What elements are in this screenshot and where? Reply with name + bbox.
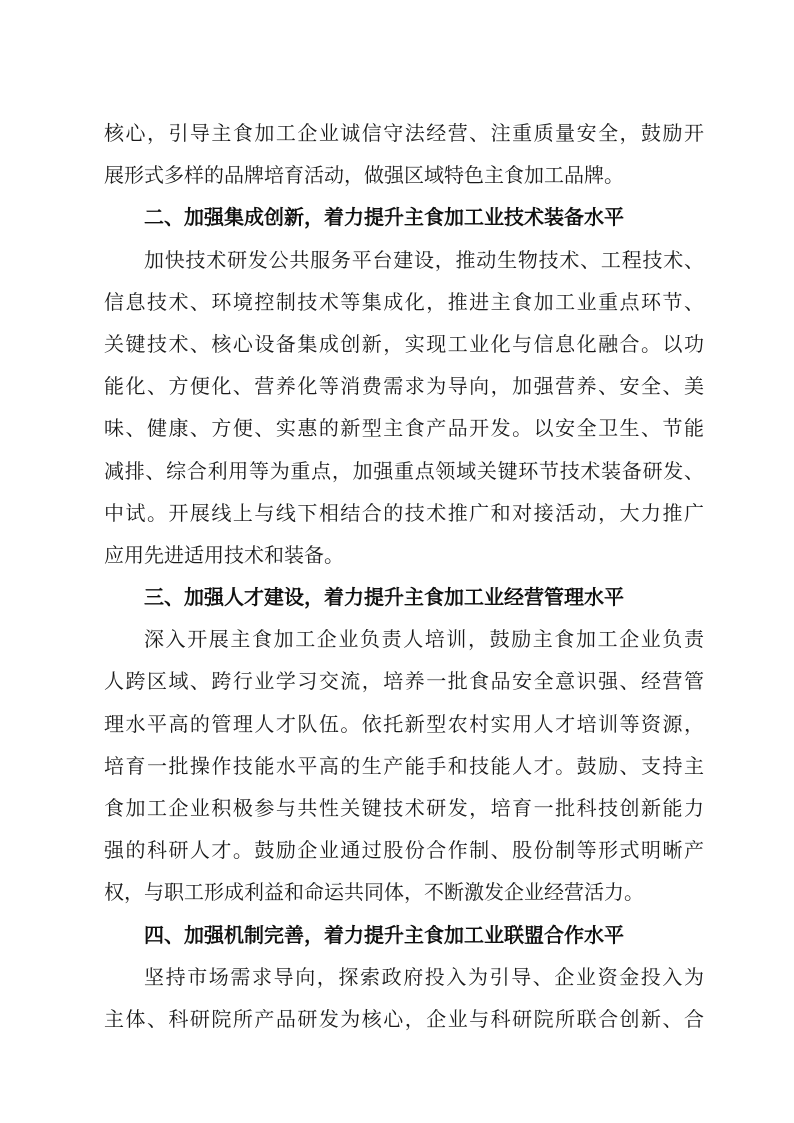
paragraph-line: 理水平高的管理人才队伍。依托新型农村实用人才培训等资源， [104, 711, 704, 736]
paragraph-line: 中试。开展线上与线下相结合的技术推广和对接活动，大力推广 [104, 500, 704, 525]
paragraph-line: 关键技术、核心设备集成创新，实现工业化与信息化融合。以功 [104, 331, 704, 356]
paragraph-line: 展形式多样的品牌培育活动，做强区域特色主食加工品牌。 [104, 163, 624, 188]
section-heading: 三、加强人才建设，着力提升主食加工业经营管理水平 [144, 585, 624, 610]
paragraph-line: 人跨区域、跨行业学习交流，培养一批食品安全意识强、经营管 [104, 669, 704, 694]
paragraph-line: 减排、综合利用等为重点，加强重点领域关键环节技术装备研发、 [104, 458, 704, 483]
paragraph-line: 强的科研人才。鼓励企业通过股份合作制、股份制等形式明晰产 [104, 838, 704, 863]
paragraph-line: 核心，引导主食加工企业诚信守法经营、注重质量安全，鼓励开 [104, 121, 704, 145]
section-heading: 二、加强集成创新，着力提升主食加工业技术装备水平 [144, 205, 624, 230]
section-heading: 四、加强机制完善，着力提升主食加工业联盟合作水平 [144, 922, 624, 947]
paragraph-line: 信息技术、环境控制技术等集成化，推进主食加工业重点环节、 [104, 289, 704, 314]
paragraph-line: 坚持市场需求导向，探索政府投入为引导、企业资金投入为 [144, 964, 704, 989]
paragraph-line: 权，与职工形成利益和命运共同体，不断激发企业经营活力。 [104, 880, 644, 905]
paragraph-line: 应用先进适用技术和装备。 [104, 542, 344, 567]
paragraph-line: 味、健康、方便、实惠的新型主食产品开发。以安全卫生、节能 [104, 416, 704, 441]
document-body [104, 112, 704, 1040]
paragraph-line: 主体、科研院所产品研发为核心，企业与科研院所联合创新、合 [104, 1006, 704, 1031]
paragraph-line: 培育一批操作技能水平高的生产能手和技能人才。鼓励、支持主 [104, 753, 704, 778]
paragraph-line: 能化、方便化、营养化等消费需求为导向，加强营养、安全、美 [104, 374, 704, 399]
paragraph-line: 深入开展主食加工企业负责人培训，鼓励主食加工企业负责 [144, 627, 704, 652]
paragraph-line: 加快技术研发公共服务平台建设，推动生物技术、工程技术、 [144, 247, 704, 272]
paragraph-line: 食加工企业积极参与共性关键技术研发，培育一批科技创新能力 [104, 796, 704, 820]
